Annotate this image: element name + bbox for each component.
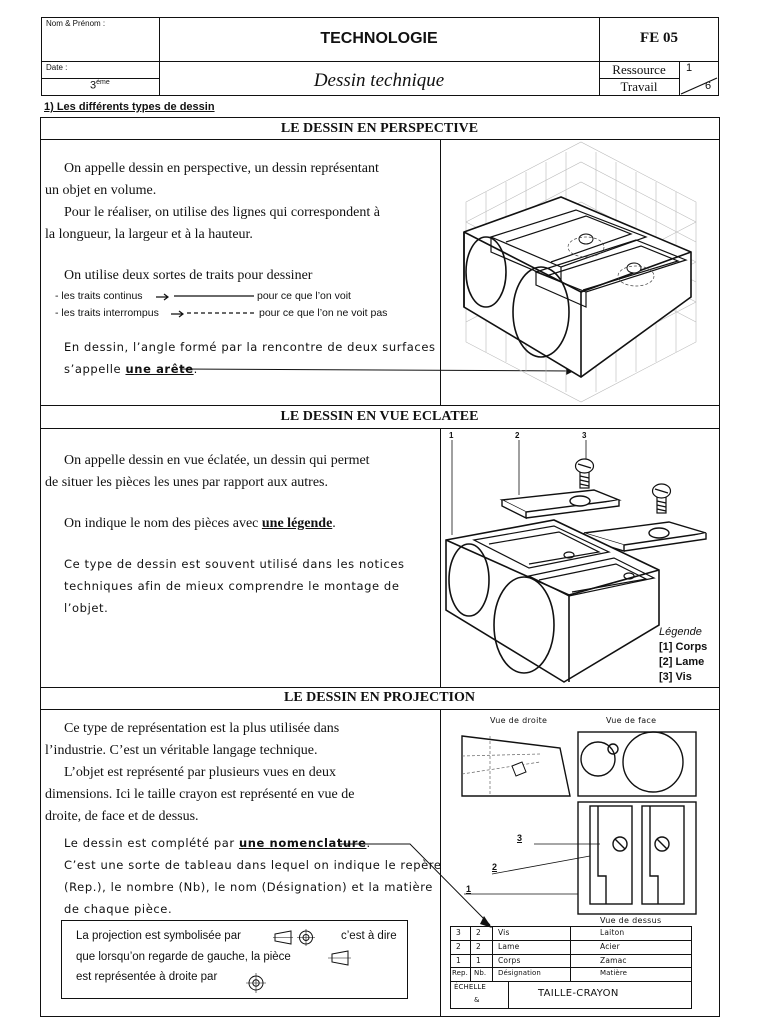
trapezoid-view-icon bbox=[328, 949, 352, 967]
page-title: TECHNOLOGIE bbox=[320, 30, 438, 47]
eclatee-hand-2: techniques afin de mieux comprendre le montage de bbox=[64, 579, 400, 593]
legend-item: [1] Corps bbox=[659, 641, 708, 653]
eclatee-p1b: de situer les pièces les unes par rapport aux autres. bbox=[45, 475, 329, 490]
date-label: Date : bbox=[46, 63, 68, 72]
perspective-p2b: la longueur, la largeur et à la hauteur. bbox=[45, 227, 253, 242]
eclatee-label-3: 3 bbox=[582, 431, 587, 440]
view-face-label: Vue de face bbox=[606, 716, 657, 725]
projection-p2c: droite, de face et de dessus. bbox=[45, 809, 199, 824]
legend bbox=[659, 625, 707, 685]
sheet-code: FE 05 bbox=[640, 30, 678, 46]
perspective-p1b: un objet en volume. bbox=[45, 183, 157, 198]
eclatee-label-1: 1 bbox=[449, 431, 454, 440]
projection-p2a: L’objet est représenté par plusieurs vues en deux bbox=[64, 765, 337, 780]
legend-item: [2] Lame bbox=[659, 656, 705, 668]
symbol-text-2: que lorsqu’on regarde de gauche, la pièce bbox=[76, 951, 291, 963]
name-label: Nom & Prénom : bbox=[46, 19, 106, 28]
projection-symbol-icon bbox=[273, 929, 319, 947]
trait-interrompu-desc: pour ce que l’on ne voit pas bbox=[259, 307, 388, 319]
symbol-text-1: La projection est symbolisée par bbox=[76, 930, 241, 942]
perspective-p2a: Pour le réaliser, on utilise des lignes qui correspondent à bbox=[64, 205, 380, 220]
legend-title: Légende bbox=[659, 626, 702, 638]
continuous-line-sample bbox=[156, 292, 256, 302]
eclatee-p1a: On appelle dessin en vue éclatée, un dessin qui permet bbox=[64, 453, 370, 468]
projection-mark-3: 3 bbox=[517, 833, 523, 843]
projection-p1a: Ce type de représentation est la plus utilisée dans bbox=[64, 721, 340, 736]
trait-continu-desc: pour ce que l’on voit bbox=[257, 290, 351, 302]
eclatee-p2: On indique le nom des pièces avec une légende. bbox=[64, 516, 336, 531]
trait-continu-label: - les traits continus bbox=[55, 290, 143, 302]
nomenclature-text-4: de chaque pièce. bbox=[64, 902, 173, 916]
view-top-label: Vue de dessus bbox=[600, 916, 662, 925]
view-right-label: Vue de droite bbox=[490, 716, 548, 725]
eclatee-hand-1: Ce type de dessin est souvent utilisé dans les notices bbox=[64, 557, 405, 571]
perspective-p1a: On appelle dessin en perspective, un dessin représentant bbox=[64, 161, 379, 176]
nomenclature-text-2: C’est une sorte de tableau dans lequel on indique le repère bbox=[64, 858, 442, 872]
echelle-label: ÉCHELLE bbox=[454, 983, 486, 991]
symbol-text-3: est représentée à droite par bbox=[76, 971, 218, 983]
projection-mark-1: 1 bbox=[466, 884, 472, 894]
trait-interrompu-label: - les traits interrompus bbox=[55, 307, 159, 319]
dashed-line-sample bbox=[171, 309, 256, 319]
nomenclature-text-1: Le dessin est complété par une nomenclature. bbox=[64, 836, 371, 850]
symbol-text-1-end: c’est à dire bbox=[341, 930, 397, 942]
circle-view-icon bbox=[246, 973, 266, 993]
projection-p2b: dimensions. Ici le taille crayon est représenté en vue de bbox=[45, 787, 355, 802]
projection-title: LE DESSIN EN PROJECTION bbox=[284, 690, 475, 705]
page-number: 1 bbox=[686, 62, 693, 74]
section-heading: 1) Les différents types de dessin bbox=[44, 101, 215, 113]
legend-item: [3] Vis bbox=[659, 671, 692, 683]
nomenclature-text-3: (Rep.), le nombre (Nb), le nom (Désignation) et la matière bbox=[64, 880, 433, 894]
projection-mark-2: 2 bbox=[492, 862, 498, 872]
orthographic-views-drawing bbox=[450, 726, 715, 922]
arete-text-1: En dessin, l’angle formé par la rencontre de deux surfaces bbox=[64, 340, 436, 354]
eclatee-hand-3: l’objet. bbox=[64, 601, 109, 615]
eclatee-title: LE DESSIN EN VUE ECLATEE bbox=[280, 409, 479, 424]
ressource-label: Ressource bbox=[612, 62, 666, 77]
echelle-value: & bbox=[474, 996, 481, 1004]
subtitle: Dessin technique bbox=[313, 70, 445, 91]
class-level: 3ème bbox=[90, 79, 110, 92]
projection-p1b: l’industrie. C’est un véritable langage technique. bbox=[45, 743, 318, 758]
arete-text-2: s’appelle une arête bbox=[64, 362, 194, 376]
perspective-p3: On utilise deux sortes de traits pour dessiner bbox=[64, 268, 313, 283]
cartouche-title: TAILLE-CRAYON bbox=[538, 988, 619, 999]
eclatee-label-2: 2 bbox=[515, 431, 520, 440]
travail-label: Travail bbox=[620, 79, 658, 94]
page-total: 6 bbox=[705, 80, 712, 92]
perspective-drawing bbox=[446, 142, 716, 404]
perspective-title: LE DESSIN EN PERSPECTIVE bbox=[280, 121, 479, 136]
